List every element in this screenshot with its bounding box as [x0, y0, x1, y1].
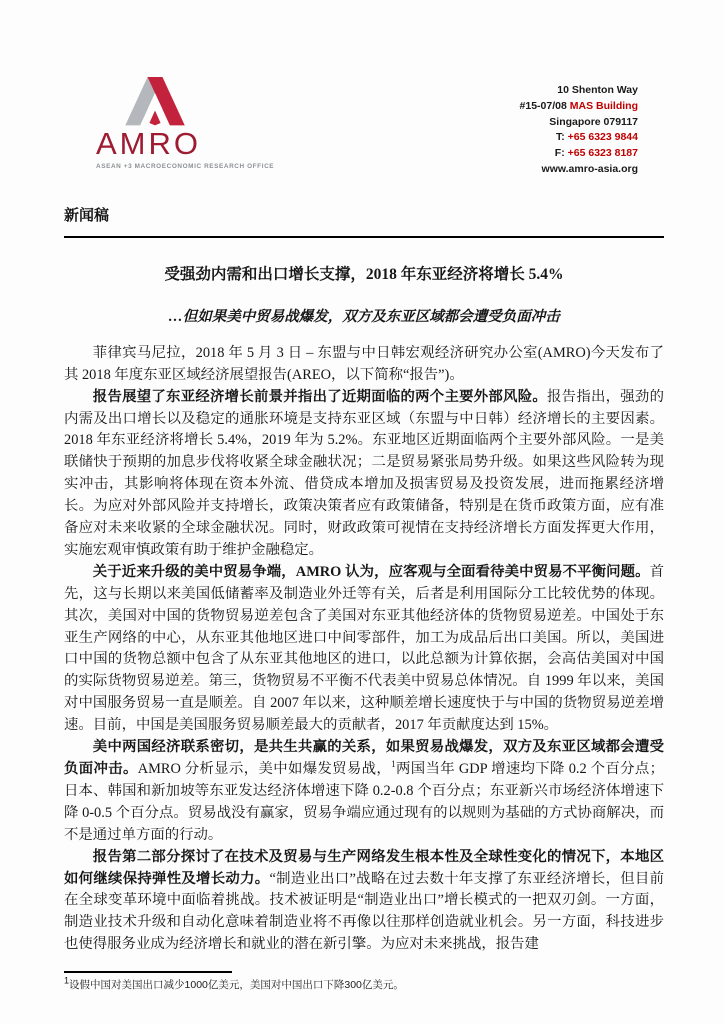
text-run: MAS Building — [569, 99, 638, 112]
footnote — [64, 975, 664, 993]
text-run: AMRO 分析显示，美中如爆发贸易战， — [137, 761, 392, 777]
amro-logo — [96, 74, 274, 170]
address-block — [520, 74, 638, 178]
text-run: “制造业出口”战略在过去数十年支撑了东亚经济增长，但目前在全球变革环境中面临着挑战。技术被证明是“制造业出口”增长模式的一把双刃剑。一方面，制造业技术升级和自动化意味着制造业将不再像以往那样创造就业机会。另一方面，科技进步也使得服务业成为经济增长和就业的潜在新引擎。为应对未来挑战，报告建 — [64, 870, 664, 953]
paragraph — [64, 387, 664, 562]
address-line — [520, 130, 638, 146]
document-title: 受强劲内需和出口增长支撑，2018 年东亚经济将增长 5.4% — [164, 265, 564, 283]
paragraph — [64, 737, 664, 847]
text-run: T: — [555, 131, 568, 144]
paragraph — [64, 343, 664, 387]
text-run: 10 Shenton Way — [557, 84, 638, 96]
address-line — [520, 146, 638, 162]
text-run: 首先，这与长期以来美国低储蓄率及制造业外迁等有关，后者是利用国际分工比较优势的体现。其次，美国对中国的货物贸易逆差包含了美国对东亚其他经济体的货物贸易逆差。中国处于东亚生产网络的中心，从东亚其他地区进口中间零部件，加工为成品后出口美国。所以，美国进口中国的货物总额中包含了从东亚其他地区的进口，以此总额为计算依据，会高估美国对中国的实际货物贸易逆差。第三，货物贸易不平衡不代表美中贸易总体情况。自 1999 年以来，美国对中国服务贸易一直是顺差。自 2007 年以来，这种顺差增长速度快于与中国的货物贸易逆差增速。目前，中国是美国服务贸易顺差最大的贡献者，2017 年贡献度达到 15%。 — [64, 563, 664, 734]
text-run: 报告第二部分探讨了在技术及贸易与生产网络发生根本性及全球性变化的情况下，本地区如何继续保持弹性及增长动力。 — [64, 848, 664, 887]
header — [0, 0, 724, 178]
document-subtitle: …但如果美中贸易战爆发，双方及东亚区域都会遭受负面冲击 — [168, 308, 560, 325]
text-run: 报告指出，强劲的内需及出口增长以及稳定的通胀环境是支持东亚区域（东盟与中日韩）经济增长的主要因素。2018 年东亚经济将增长 5.4%，2019 年为 5.2%。东亚地区近期面临两个主要外部风险。一是美联储快于预期的加息步伐将收紧全球金融状况；二是贸易紧张局势升级。如果这些风险转为现实冲击，其影响将体现在资本外流、借贷成本增加及损害贸易及投资发展，进而拖累经济增长。为应对外部风险并支持增长，政策决策者应有政策储备，特别是在货币政策方面，应有准备应对未来收紧的全球金融状况。同时，财政政策可视情在支持经济增长方面发挥更大作用，实施宏观审慎政策有助于维护金融稳定。 — [64, 388, 664, 558]
text-run: +65 6323 9844 — [567, 131, 638, 144]
text-run: 美中两国经济联系密切，是共生共赢的关系，如果贸易战爆发，双方及东亚区域都会遭受负面冲击。 — [64, 739, 664, 777]
text-run: Singapore 079117 — [549, 115, 638, 128]
footnote-text: 设假中国对美国出口减少1000亿美元，美国对中国出口下降300亿美元。 — [69, 979, 404, 992]
header-rule — [64, 236, 664, 238]
amro-logo-mark-icon — [124, 74, 186, 126]
footnote-reference: 1 — [391, 759, 396, 770]
text-run: 菲律宾马尼拉，2018 年 5 月 3 日 – 东盟与中日韩宏观经济研究办公室(AMRO)今天发布了其 2018 年度东亚区域经济展望报告(AREO，以下简称“报告”)。 — [64, 344, 664, 383]
press-release-label: 新闻稿 — [64, 207, 110, 224]
paragraph — [64, 847, 664, 957]
amro-tagline: ASEAN +3 MACROECONOMIC RESEARCH OFFICE — [96, 163, 275, 170]
address-line — [520, 115, 638, 131]
text-run: F: — [554, 147, 568, 160]
footnote-separator — [64, 971, 232, 973]
text-run: www.amro-asia.org — [541, 162, 638, 175]
text-run: 报告展望了东亚经济增长前景并指出了近期面临的两个主要外部风险。 — [92, 388, 548, 405]
address-line — [520, 83, 638, 99]
address-line — [520, 99, 638, 115]
paragraph — [64, 562, 664, 737]
document-body — [64, 343, 664, 956]
text-run: 两国当年 GDP 增速均下降 0.2 个百分点；日本、韩国和新加坡等东亚发达经济体增速下降 0.2-0.8 个百分点；东亚新兴市场经济体增速下降 0-0.5 个百分点。贸易战没有赢家，贸易争端应通过现有的以规则为基础的方式协商解决，而不是通过单方面的行动。 — [64, 761, 664, 843]
text-run: #15-07/08 — [519, 99, 570, 112]
address-line — [520, 162, 638, 178]
amro-wordmark: AMRO — [96, 126, 201, 161]
text-run: 关于近来升级的美中贸易争端，AMRO 认为，应客观与全面看待美中贸易不平衡问题。 — [92, 563, 650, 580]
text-run: +65 6323 8187 — [567, 147, 638, 160]
footnote-marker: 1 — [64, 975, 70, 986]
